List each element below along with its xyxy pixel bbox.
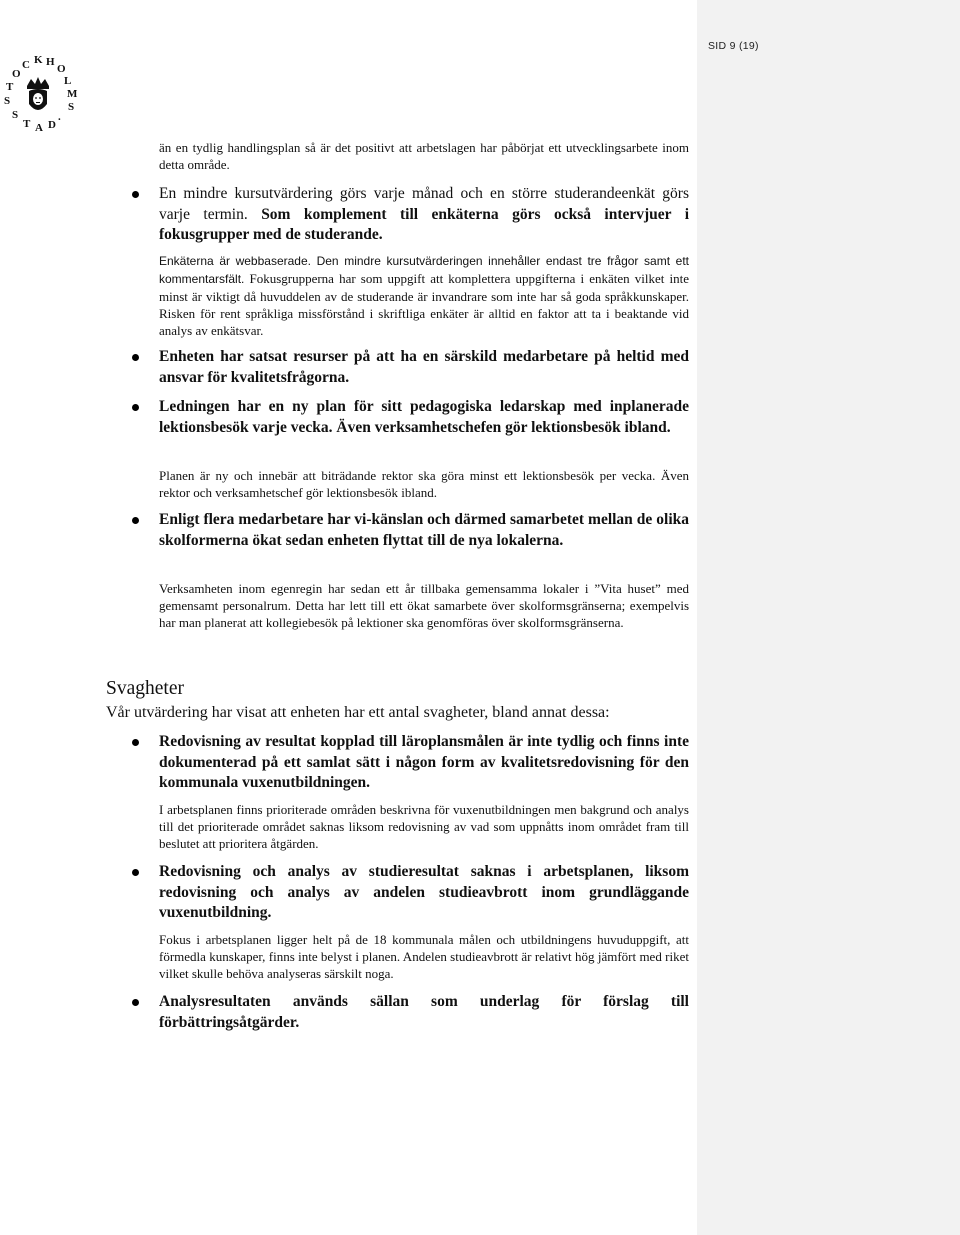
bullet-icon xyxy=(132,404,139,411)
svg-text:O: O xyxy=(12,68,21,80)
svg-text:S: S xyxy=(12,109,19,121)
strength-heading-4: Enligt flera medarbetare har vi-känslan och därmed samarbetet mellan de olika skolformerna ökat sedan enheten flyttat till de nya lokalerna. xyxy=(159,511,689,549)
bullet-icon xyxy=(132,191,139,198)
svg-text:.: . xyxy=(58,111,61,123)
weakness-heading-1: Redovisning av resultat kopplad till läroplansmålen är inte tydlig och finns inte dokumenterad på ett samlat sätt i någon form av kvalitetsredovisning för den kommunala vuxenutbildningen. xyxy=(159,733,689,791)
svg-text:S: S xyxy=(4,95,11,107)
strength-body-1-part2: Fokusgrupperna har som uppgift att komplettera uppgifterna i enkäten vilket inte minst är viktigt då huvuddelen av de studerande är invandrare som inte har så goda språkkunskaper. Risken för rent språkliga missförstånd i skriftliga enkäter är alltid en faktor att ta i beaktande vid analys av enkätsvar. xyxy=(159,271,689,338)
weakness-body-2: Fokus i arbetsplanen ligger helt på de 18 kommunala målen och utbildningens huvuduppgift, att förmedla kunskaper, finns inte belyst i planen. Andelen studieavbrott är relativt hög jämfört med riket vilket skulle behöva analyseras särskilt noga. xyxy=(159,932,689,981)
bullet-icon xyxy=(132,354,139,361)
strength-body-4: Verksamheten inom egenregin har sedan ett år tillbaka gemensamma lokaler i ”Vita huset” med gemensamt personalrum. Detta har lett till ett ökat samarbete över skolformsgränserna; exempelvis har man planerat att kollegiebesök på lektioner ska genomföras över skolformsgränserna. xyxy=(159,581,689,630)
bullet-icon xyxy=(132,999,139,1006)
strength-heading-2: Enheten har satsat resurser på att ha en särskild medarbetare på heltid med ansvar för kvalitetsfrågorna. xyxy=(159,348,689,386)
bullet-icon xyxy=(132,739,139,746)
stockholms-stad-logo-icon xyxy=(0,46,84,138)
svg-text:C: C xyxy=(22,59,30,71)
svg-text:D: D xyxy=(48,119,56,131)
strength-heading-3: Ledningen har en ny plan för sitt pedagogiska ledarskap med inplanerade lektionsbesök varje vecka. Även verksamhetschefen gör lektionsbesök ibland. xyxy=(159,398,689,436)
weakness-heading-3: Analysresultaten används sällan som underlag för förslag till förbättringsåtgärder. xyxy=(159,993,689,1031)
strength-body-1-part1: Enkäterna är webbaserade. Den mindre kursutvärderingen innehåller endast tre frågor samt ett kommentarsfält. xyxy=(159,254,689,286)
section-title-svagheter: Svagheter xyxy=(106,678,184,699)
strength-heading-1-part2: Som komplement till enkäterna görs också intervjuer i fokusgrupper med de studerande. xyxy=(159,205,689,243)
svg-text:K: K xyxy=(34,54,43,66)
strength-heading-1 xyxy=(159,184,689,246)
bullet-icon xyxy=(132,517,139,524)
strength-body-1 xyxy=(159,252,689,339)
bullet-icon xyxy=(132,869,139,876)
weakness-heading-2: Redovisning och analys av studieresultat saknas i arbetsplanen, liksom redovisning och analys av andelen studieavbrott inom grundläggande vuxenutbildning. xyxy=(159,863,689,921)
strength-body-3: Planen är ny och innebär att biträdande rektor ska göra minst ett lektionsbesök per vecka. Även rektor och verksamhetschef gör lektionsbesök ibland. xyxy=(159,468,689,500)
svg-text:M: M xyxy=(67,88,78,100)
svg-text:L: L xyxy=(64,75,72,87)
svg-text:T: T xyxy=(6,81,14,93)
page-number: SID 9 (19) xyxy=(708,40,759,52)
svg-text:O: O xyxy=(57,63,66,75)
svg-text:S: S xyxy=(68,101,75,113)
strength-heading-1-part1: En mindre kursutvärdering görs varje månad och en större studerandeenkät görs varje termin. xyxy=(159,185,689,223)
svg-text:H: H xyxy=(46,56,55,68)
svg-text:T: T xyxy=(23,118,31,130)
right-margin-band xyxy=(697,0,960,1235)
svg-text:A: A xyxy=(35,122,43,134)
continuation-paragraph: än en tydlig handlingsplan så är det positivt att arbetslagen har påbörjat ett utvecklingsarbete inom detta område. xyxy=(159,140,689,172)
weakness-body-1: I arbetsplanen finns prioriterade områden beskrivna för vuxenutbildningen men bakgrund och analys till det prioriterade området saknas liksom redovisning av vad som uppnåtts inom området fram till beslutet att prioritera åtgärden. xyxy=(159,802,689,851)
section-intro: Vår utvärdering har visat att enheten har ett antal svagheter, bland annat dessa: xyxy=(106,704,610,721)
